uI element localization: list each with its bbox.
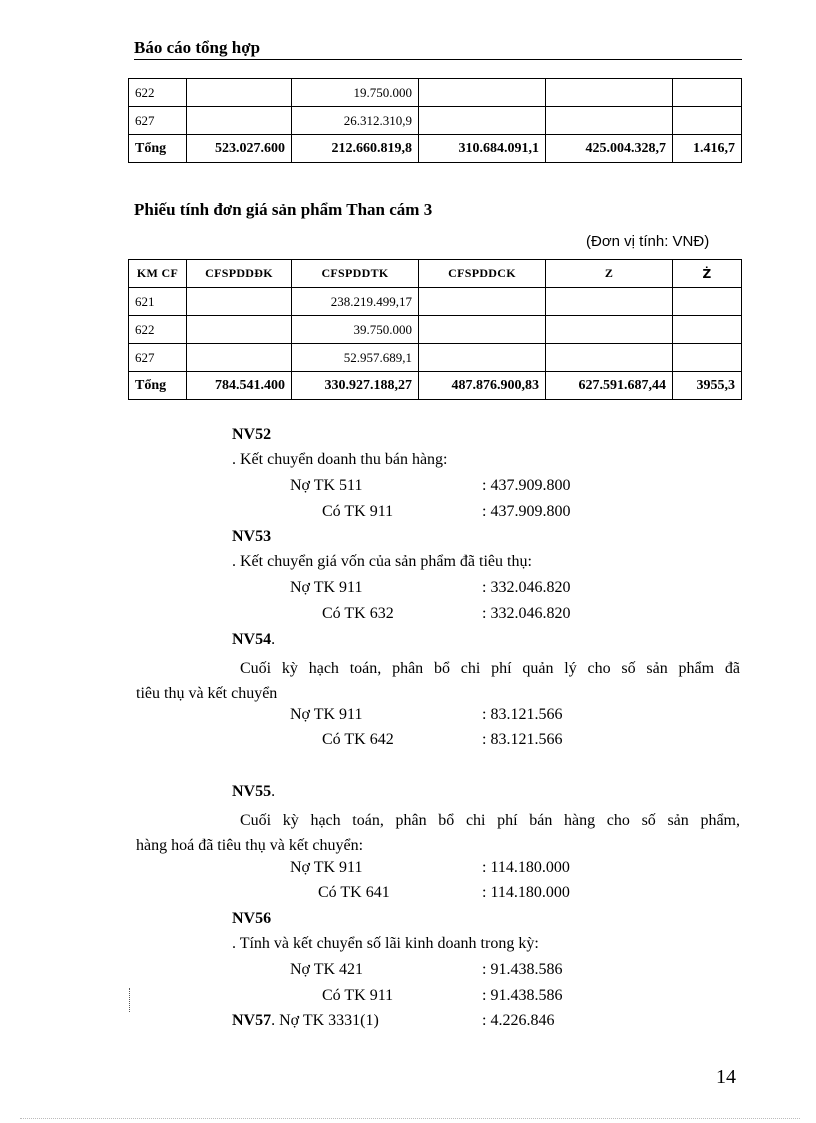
table-total-row: [129, 135, 742, 163]
table-cell: 39.750.000: [292, 316, 419, 344]
table-cell: [673, 107, 742, 135]
table-cell: [546, 288, 673, 316]
table-cell: [419, 344, 546, 372]
credit-account: Có TK 911: [322, 987, 394, 1004]
table-cell: 784.541.400: [187, 372, 292, 400]
desc-line: tiêu thụ và kết chuyển: [136, 685, 278, 702]
table-cell: [187, 79, 292, 107]
entry-title-nv56: NV56: [232, 910, 272, 927]
column-header: CFSPDDTK: [292, 260, 419, 288]
table-cell: 627: [129, 107, 187, 135]
desc-line: Cuối kỳ hạch toán, phân bổ chi phí quản lý cho số sản phẩm đã: [240, 660, 740, 677]
credit-amount: : 91.438.586: [482, 987, 563, 1004]
entry-desc-nv53: . Kết chuyển giá vốn của sản phẩm đã tiêu thụ:: [232, 553, 532, 570]
margin-mark: [129, 988, 130, 1012]
entry-inline-debit: . Nợ TK 3331(1): [271, 1012, 379, 1029]
table-cell: Tổng: [129, 135, 187, 163]
entry-desc-nv54: [136, 656, 740, 706]
section-title: Phiếu tính đơn giá sản phẩm Than cám 3: [134, 200, 433, 219]
credit-amount: : 114.180.000: [482, 884, 570, 901]
table-cell: [546, 316, 673, 344]
table-row: [129, 79, 742, 107]
debit-amount: : 114.180.000: [482, 859, 570, 876]
table-cell: [187, 316, 292, 344]
table-cell: [546, 107, 673, 135]
table-cell: 627.591.687,44: [546, 372, 673, 400]
table-cell: [673, 288, 742, 316]
entry-title-nv54: [232, 631, 275, 656]
table-cell: 621: [129, 288, 187, 316]
credit-amount: : 332.046.820: [482, 605, 571, 622]
entry-code: NV55: [232, 783, 272, 800]
page-number: 14: [716, 1066, 736, 1088]
entry-title-nv52: NV52: [232, 426, 272, 443]
entry-code: NV54: [232, 631, 272, 648]
column-header: Z: [546, 260, 673, 288]
debit-account: Nợ TK 911: [290, 579, 363, 596]
table-cell: [673, 316, 742, 344]
debit-account: Nợ TK 421: [290, 961, 364, 978]
report-header: Báo cáo tổng hợp: [134, 38, 742, 60]
table-cell: 52.957.689,1: [292, 344, 419, 372]
debit-amount: : 332.046.820: [482, 579, 571, 596]
table-cell: [187, 107, 292, 135]
debit-amount: : 437.909.800: [482, 477, 571, 494]
table-cell: [419, 316, 546, 344]
table-cell: Tổng: [129, 372, 187, 400]
table-cell: 310.684.091,1: [419, 135, 546, 163]
cost-table-1: [128, 78, 742, 163]
entry-title-nv53: NV53: [232, 528, 272, 545]
entry-title-nv57: [232, 1012, 379, 1037]
table-header-row: [129, 260, 742, 288]
debit-amount: : 91.438.586: [482, 961, 563, 978]
table-cell: 487.876.900,83: [419, 372, 546, 400]
table-cell: 523.027.600: [187, 135, 292, 163]
column-header: CFSPDDCK: [419, 260, 546, 288]
debit-account: Nợ TK 911: [290, 859, 363, 876]
table-row: [129, 288, 742, 316]
credit-account: Có TK 642: [322, 731, 394, 748]
credit-account: Có TK 632: [322, 605, 394, 622]
table-cell: 238.219.499,17: [292, 288, 419, 316]
table-cell: [187, 288, 292, 316]
table-cell: [546, 79, 673, 107]
table-cell: 627: [129, 344, 187, 372]
entry-code-suffix: .: [271, 631, 276, 648]
debit-amount: : 83.121.566: [482, 706, 563, 723]
table-cell: 3955,3: [673, 372, 742, 400]
entry-desc-nv55: [136, 808, 740, 858]
entry-desc-nv52: . Kết chuyển doanh thu bán hàng:: [232, 451, 448, 468]
table-total-row: [129, 372, 742, 400]
table-cell: [419, 288, 546, 316]
table-cell: 622: [129, 316, 187, 344]
table-cell: [419, 107, 546, 135]
table-row: [129, 316, 742, 344]
entry-code: NV57: [232, 1012, 272, 1029]
table-cell: [187, 344, 292, 372]
desc-line: Cuối kỳ hạch toán, phân bổ chi phí bán hàng cho số sản phẩm,: [240, 812, 740, 829]
table-cell: 212.660.819,8: [292, 135, 419, 163]
table-cell: 622: [129, 79, 187, 107]
column-header: Ż: [673, 260, 742, 288]
table-cell: 26.312.310,9: [292, 107, 419, 135]
column-header: CFSPDDĐK: [187, 260, 292, 288]
table-cell: [673, 79, 742, 107]
table-row: [129, 107, 742, 135]
credit-account: Có TK 641: [318, 884, 390, 901]
cost-table-2: [128, 259, 742, 400]
page-bottom-border: [20, 1118, 800, 1119]
entry-code-suffix: .: [271, 783, 276, 800]
table-row: [129, 344, 742, 372]
debit-account: Nợ TK 511: [290, 477, 363, 494]
desc-line: hàng hoá đã tiêu thụ và kết chuyển:: [136, 837, 364, 854]
table-cell: [673, 344, 742, 372]
entry-title-nv55: [232, 783, 275, 808]
table-cell: 1.416,7: [673, 135, 742, 163]
credit-amount: : 437.909.800: [482, 503, 571, 520]
column-header: KM CF: [129, 260, 187, 288]
table-cell: 330.927.188,27: [292, 372, 419, 400]
credit-amount: : 83.121.566: [482, 731, 563, 748]
table-cell: [546, 344, 673, 372]
debit-account: Nợ TK 911: [290, 706, 363, 723]
unit-label: (Đơn vị tính: VNĐ): [586, 233, 710, 250]
table-cell: [419, 79, 546, 107]
debit-amount: : 4.226.846: [482, 1012, 555, 1029]
table-cell: 425.004.328,7: [546, 135, 673, 163]
table-cell: 19.750.000: [292, 79, 419, 107]
credit-account: Có TK 911: [322, 503, 394, 520]
entry-desc-nv56: . Tính và kết chuyển số lãi kinh doanh trong kỳ:: [232, 935, 539, 952]
